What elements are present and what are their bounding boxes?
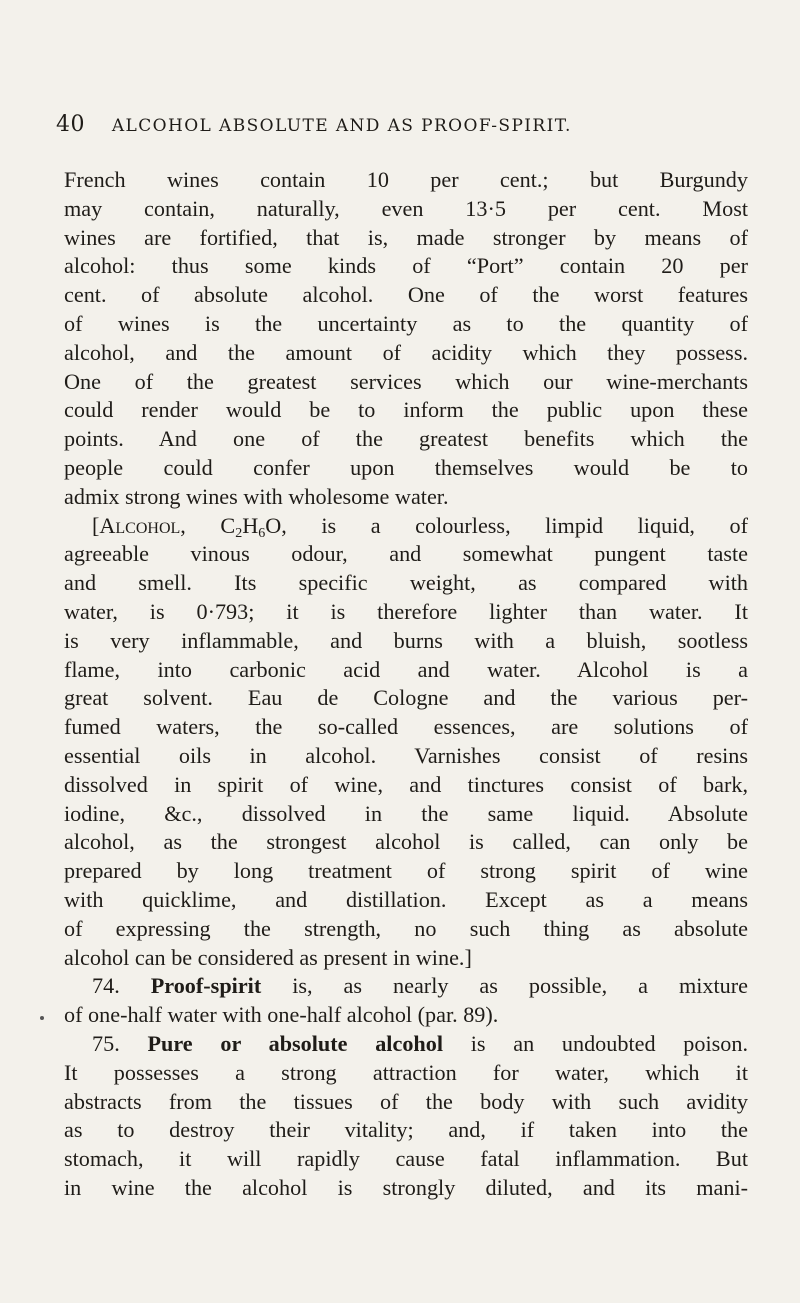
formula-carbon: C: [220, 512, 236, 538]
text-line: It possesses a strong attraction for water, which it: [64, 1059, 748, 1085]
text-line: prepared by long treatment of strong spirit of wine: [64, 858, 748, 884]
term-pure-alcohol: Pure or absolute alcohol: [147, 1030, 444, 1056]
text-line: [Alcohol, $C_2H_6O$, is a colourless, limpid liquid, of: [92, 512, 748, 541]
paragraph-number: 75.: [92, 1030, 120, 1056]
text-line: dissolved in spirit of wine, and tinctures consist of bark,: [64, 771, 748, 797]
text-line: water, is 0·793; it is therefore lighter than water. It: [64, 598, 748, 624]
text-line: may contain, naturally, even 13·5 per cent. Most: [64, 195, 748, 221]
line-rest: , is a colourless, limpid liquid, of: [281, 512, 748, 538]
text-line: alcohol: thus some kinds of “Port” contain 20 per: [64, 253, 748, 279]
text-line: One of the greatest services which our wine-merchants: [64, 368, 748, 394]
text-line: of one-half water with one-half alcohol (par. 89).: [64, 1002, 499, 1028]
paragraph-number: 74.: [92, 973, 120, 999]
text-line: essential oils in alcohol. Varnishes consist of resins: [64, 742, 748, 768]
text-line: of expressing the strength, no such thing as absolute: [64, 915, 748, 941]
chemical-formula: [220, 512, 282, 541]
text-line: in wine the alcohol is strongly diluted, and its mani-: [64, 1174, 748, 1200]
print-speck: [40, 1016, 44, 1020]
text-line: wines are fortified, that is, made stronger by means of: [64, 224, 748, 250]
bracket: [: [92, 512, 100, 538]
text-line: French wines contain 10 per cent.; but Burgundy: [64, 167, 748, 192]
formula-hydrogen-count: 6: [258, 525, 266, 541]
text-line: of wines is the uncertainty as to the quantity of: [64, 310, 748, 336]
text-line: could render would be to inform the public upon these: [64, 397, 748, 423]
text-line: is very inflammable, and burns with a bluish, sootless: [64, 627, 748, 653]
text-line: stomach, it will rapidly cause fatal inflammation. But: [64, 1146, 748, 1172]
line-rest: is, as nearly as possible, a mixture: [261, 973, 748, 999]
text-line: alcohol, and the amount of acidity which they possess.: [64, 339, 748, 365]
formula-hydrogen: H: [242, 512, 259, 538]
text-line: fumed waters, the so-called essences, are solutions of: [64, 714, 748, 740]
paragraph-french-wines: [64, 166, 748, 512]
text-line: people could confer upon themselves would be to: [64, 454, 748, 480]
text-line: iodine, &c., dissolved in the same liquid. Absolute: [64, 800, 748, 826]
line-rest: is an undoubted poison.: [443, 1030, 748, 1056]
text-line: great solvent. Eau de Cologne and the various per-: [64, 685, 748, 711]
formula-oxygen: O: [265, 512, 282, 538]
text-line: admix strong wines with wholesome water.: [64, 483, 449, 509]
running-head: [56, 112, 756, 137]
paragraph-74-proof-spirit: [64, 972, 748, 1030]
text-line: abstracts from the tissues of the body with such avidity: [64, 1088, 748, 1114]
text-line: flame, into carbonic acid and water. Alcohol is a: [64, 656, 748, 682]
text-line: alcohol, as the strongest alcohol is called, can only be: [64, 829, 748, 855]
text-line: with quicklime, and distillation. Except as a means: [64, 886, 748, 912]
paragraph-alcohol: [64, 512, 748, 973]
text-line: cent. of absolute alcohol. One of the worst features: [64, 282, 748, 308]
text-line: agreeable vinous odour, and somewhat pungent taste: [64, 541, 748, 567]
formula-carbon-count: 2: [235, 525, 243, 541]
term-alcohol: Alcohol: [99, 512, 181, 538]
text-line: alcohol can be considered as present in wine.]: [64, 944, 472, 970]
term-proof-spirit: Proof-spirit: [150, 973, 262, 999]
text-line: and smell. Its specific weight, as compared with: [64, 570, 748, 596]
text-line: [64, 972, 748, 1001]
page-number: 40: [56, 112, 85, 137]
text-line: [64, 1030, 748, 1059]
chapter-title: ALCOHOL ABSOLUTE AND AS PROOF-SPIRIT.: [111, 116, 572, 136]
body-text: [64, 166, 748, 1203]
text-line: points. And one of the greatest benefits which the: [64, 426, 748, 452]
paragraph-75-pure-alcohol: [64, 1030, 748, 1203]
text-line: as to destroy their vitality; and, if taken into the: [64, 1117, 748, 1143]
